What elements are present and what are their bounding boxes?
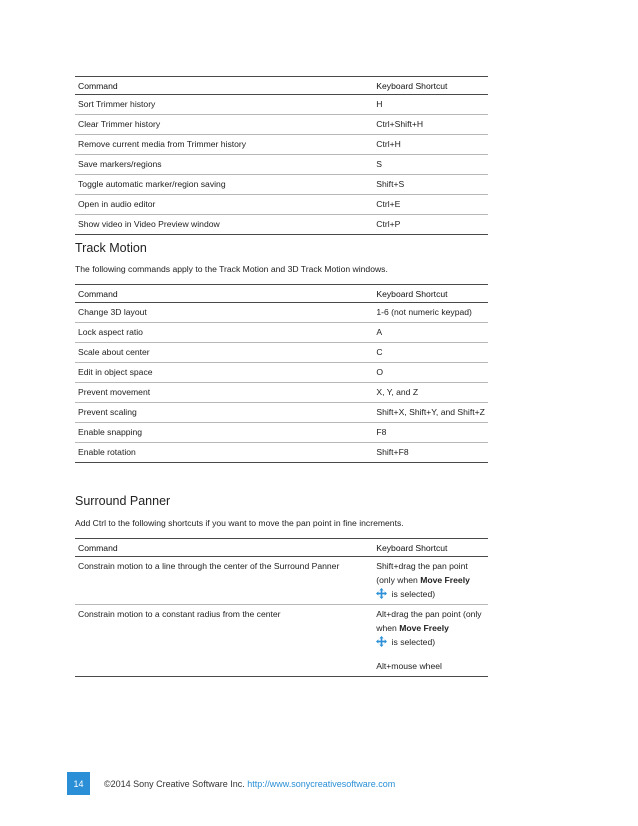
table-row: [75, 155, 488, 175]
table-header-row: [75, 77, 488, 95]
surround-panner-shortcuts-table: [75, 538, 488, 677]
command-cell: Lock aspect ratio: [75, 323, 373, 343]
copyright-text: ©2014 Sony Creative Software Inc.: [104, 779, 245, 789]
track-motion-shortcuts-table: [75, 284, 488, 463]
table-row: [75, 557, 488, 605]
move-freely-label: Move Freely: [399, 623, 449, 633]
command-cell: Clear Trimmer history: [75, 115, 373, 135]
table-row: [75, 443, 488, 463]
table-row: [75, 135, 488, 155]
shortcut-cell: Ctrl+H: [373, 135, 488, 155]
command-cell: Sort Trimmer history: [75, 95, 373, 115]
column-header-shortcut: Keyboard Shortcut: [373, 539, 488, 557]
command-cell: Scale about center: [75, 343, 373, 363]
shortcut-cell: 1-6 (not numeric keypad): [373, 303, 488, 323]
command-cell: Toggle automatic marker/region saving: [75, 175, 373, 195]
shortcut-cell: [373, 605, 488, 677]
command-cell: Edit in object space: [75, 363, 373, 383]
trimmer-shortcuts-table: [75, 76, 488, 235]
shortcut-cell: Shift+S: [373, 175, 488, 195]
shortcut-cell: H: [373, 95, 488, 115]
table-header-row: [75, 285, 488, 303]
shortcut-cell: S: [373, 155, 488, 175]
shortcut-cell: Ctrl+P: [373, 215, 488, 235]
table-row: [75, 363, 488, 383]
shortcut-cell: Shift+F8: [373, 443, 488, 463]
shortcut-cell: Ctrl+E: [373, 195, 488, 215]
shortcut-cell: O: [373, 363, 488, 383]
table-row: [75, 215, 488, 235]
column-header-command: Command: [75, 285, 373, 303]
shortcut-cell: Shift+X, Shift+Y, and Shift+Z: [373, 403, 488, 423]
table-row: [75, 195, 488, 215]
table-row: [75, 383, 488, 403]
table-row: [75, 343, 488, 363]
command-cell: Enable rotation: [75, 443, 373, 463]
table-row: [75, 403, 488, 423]
column-header-command: Command: [75, 539, 373, 557]
table-row: [75, 95, 488, 115]
table-row: [75, 423, 488, 443]
command-cell: Show video in Video Preview window: [75, 215, 373, 235]
section-heading-track-motion: Track Motion: [75, 241, 147, 255]
command-cell: Save markers/regions: [75, 155, 373, 175]
command-cell: Constrain motion to a constant radius from the center: [75, 605, 373, 677]
shortcut-cell: [373, 557, 488, 605]
move-freely-icon: [376, 636, 387, 647]
move-freely-label: Move Freely: [420, 575, 470, 585]
column-header-shortcut: Keyboard Shortcut: [373, 77, 488, 95]
command-cell: Change 3D layout: [75, 303, 373, 323]
table-row: [75, 115, 488, 135]
shortcut-cell: F8: [373, 423, 488, 443]
table-row: [75, 605, 488, 677]
shortcut-text-extra: Alt+mouse wheel: [376, 661, 442, 671]
command-cell: Constrain motion to a line through the center of the Surround Panner: [75, 557, 373, 605]
page-number: 14: [73, 778, 84, 789]
section-intro-track-motion: The following commands apply to the Track Motion and 3D Track Motion windows.: [75, 264, 388, 274]
table-header-row: [75, 539, 488, 557]
column-header-command: Command: [75, 77, 373, 95]
command-cell: Remove current media from Trimmer history: [75, 135, 373, 155]
command-cell: Prevent movement: [75, 383, 373, 403]
shortcut-cell: C: [373, 343, 488, 363]
shortcut-text: is selected): [389, 589, 436, 599]
website-link[interactable]: http://www.sonycreativesoftware.com: [247, 779, 396, 789]
shortcut-text: Alt+drag the pan point (only when: [376, 609, 482, 633]
command-cell: Enable snapping: [75, 423, 373, 443]
table-row: [75, 303, 488, 323]
shortcut-cell: X, Y, and Z: [373, 383, 488, 403]
shortcut-cell: Ctrl+Shift+H: [373, 115, 488, 135]
footer: [104, 779, 395, 789]
command-cell: Open in audio editor: [75, 195, 373, 215]
shortcut-text: is selected): [389, 637, 436, 647]
table-row: [75, 323, 488, 343]
shortcut-cell: A: [373, 323, 488, 343]
table-row: [75, 175, 488, 195]
section-heading-surround-panner: Surround Panner: [75, 494, 171, 508]
page-number-badge: [67, 772, 90, 795]
command-cell: Prevent scaling: [75, 403, 373, 423]
column-header-shortcut: Keyboard Shortcut: [373, 285, 488, 303]
shortcut-text: Shift+drag the pan point (only when: [376, 561, 468, 585]
section-intro-surround-panner: Add Ctrl to the following shortcuts if you want to move the pan point in fine increments.: [75, 518, 404, 528]
move-freely-icon: [376, 588, 387, 599]
